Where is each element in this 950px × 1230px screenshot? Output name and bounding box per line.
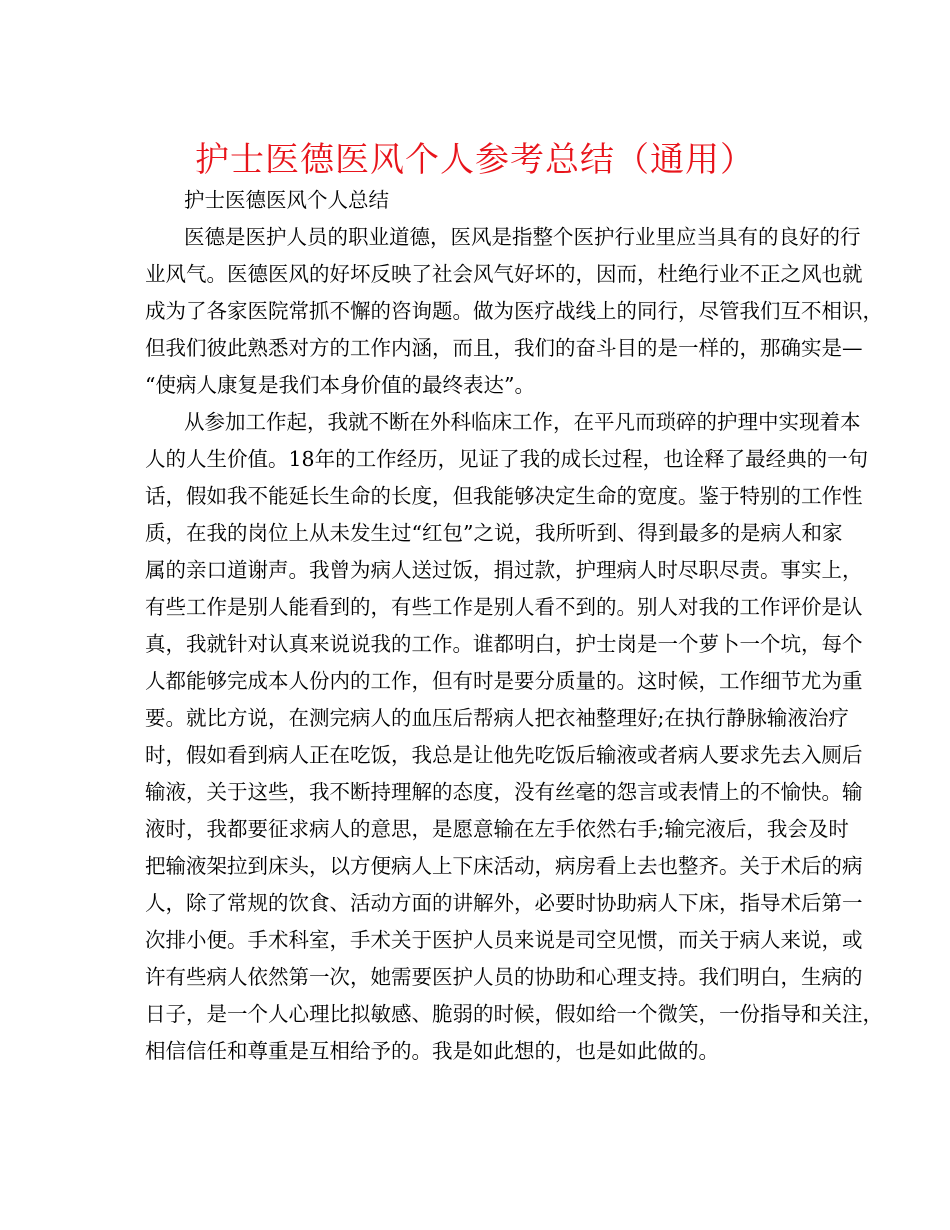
- paragraph-1-line: 业风气。医德医风的好坏反映了社会风气好坏的，因而，杜绝行业不正之风也就: [145, 262, 863, 286]
- paragraph-1-line: 成为了各家医院常抓不懈的咨询题。做为医疗战线上的同行，尽管我们互不相识，: [145, 299, 883, 323]
- paragraph-1-line: “使病人康复是我们本身价值的最终表达”。: [145, 373, 535, 397]
- paragraph-2-line: 人，除了常规的饮食、活动方面的讲解外，必要时协助病人下床，指导术后第一: [145, 891, 863, 915]
- paragraph-2-line: 日子，是一个人心理比拟敏感、脆弱的时候，假如给一个微笑，一份指导和关注，: [145, 1002, 883, 1026]
- paragraph-2-line: 液时，我都要征求病人的意思，是愿意输在左手依然右手;输完液后，我会及时: [145, 817, 849, 841]
- paragraph-2-line: 要。就比方说，在测完病人的血压后帮病人把衣袖整理好;在执行静脉输液治疗: [145, 706, 849, 730]
- paragraph-2-line: 质，在我的岗位上从未发生过“红包”之说，我所听到、得到最多的是病人和家: [145, 521, 843, 545]
- paragraph-2-line: 属的亲口道谢声。我曾为病人送过饭，捐过款，护理病人时尽职尽责。事实上，: [145, 558, 863, 582]
- paragraph-2-line: 次排小便。手术科室，手术关于医护人员来说是司空见惯，而关于病人来说，或: [145, 928, 863, 952]
- paragraph-2-line: 人的人生价值。18年的工作经历，见证了我的成长过程，也诠释了最经典的一句: [145, 447, 869, 471]
- paragraph-1-line: 但我们彼此熟悉对方的工作内涵，而且，我们的奋斗目的是一样的，那确实是—: [145, 336, 863, 360]
- document-title: 护士医德医风个人参考总结（通用）: [195, 140, 755, 180]
- paragraph-2-line: 相信信任和尊重是互相给予的。我是如此想的，也是如此做的。: [145, 1039, 719, 1063]
- paragraph-2-line: 有些工作是别人能看到的，有些工作是别人看不到的。别人对我的工作评价是认: [145, 595, 863, 619]
- paragraph-2-line: 真，我就针对认真来说说我的工作。谁都明白，护士岗是一个萝卜一个坑，每个: [145, 632, 863, 656]
- paragraph-2-line: 许有些病人依然第一次，她需要医护人员的协助和心理支持。我们明白，生病的: [145, 965, 863, 989]
- paragraph-2-line: 输液，关于这些，我不断持理解的态度，没有丝毫的怨言或表情上的不愉快。输: [145, 780, 863, 804]
- paragraph-2-line: 话，假如我不能延长生命的长度，但我能够决定生命的宽度。鉴于特别的工作性: [145, 484, 863, 508]
- paragraph-2-line: 时，假如看到病人正在吃饭，我总是让他先吃饭后输液或者病人要求先去入厕后: [145, 743, 863, 767]
- paragraph-2-line: 从参加工作起，我就不断在外科临床工作，在平凡而琐碎的护理中实现着本: [184, 410, 861, 434]
- paragraph-2-line: 把输液架拉到床头，以方便病人上下床活动，病房看上去也整齐。关于术后的病: [145, 854, 863, 878]
- document-subtitle: 护士医德医风个人总结: [184, 188, 389, 212]
- paragraph-2-line: 人都能够完成本人份内的工作，但有时是要分质量的。这时候，工作细节尤为重: [145, 669, 863, 693]
- document-body: [145, 182, 883, 1070]
- paragraph-1-line: 医德是医护人员的职业道德，医风是指整个医护行业里应当具有的良好的行: [184, 225, 861, 249]
